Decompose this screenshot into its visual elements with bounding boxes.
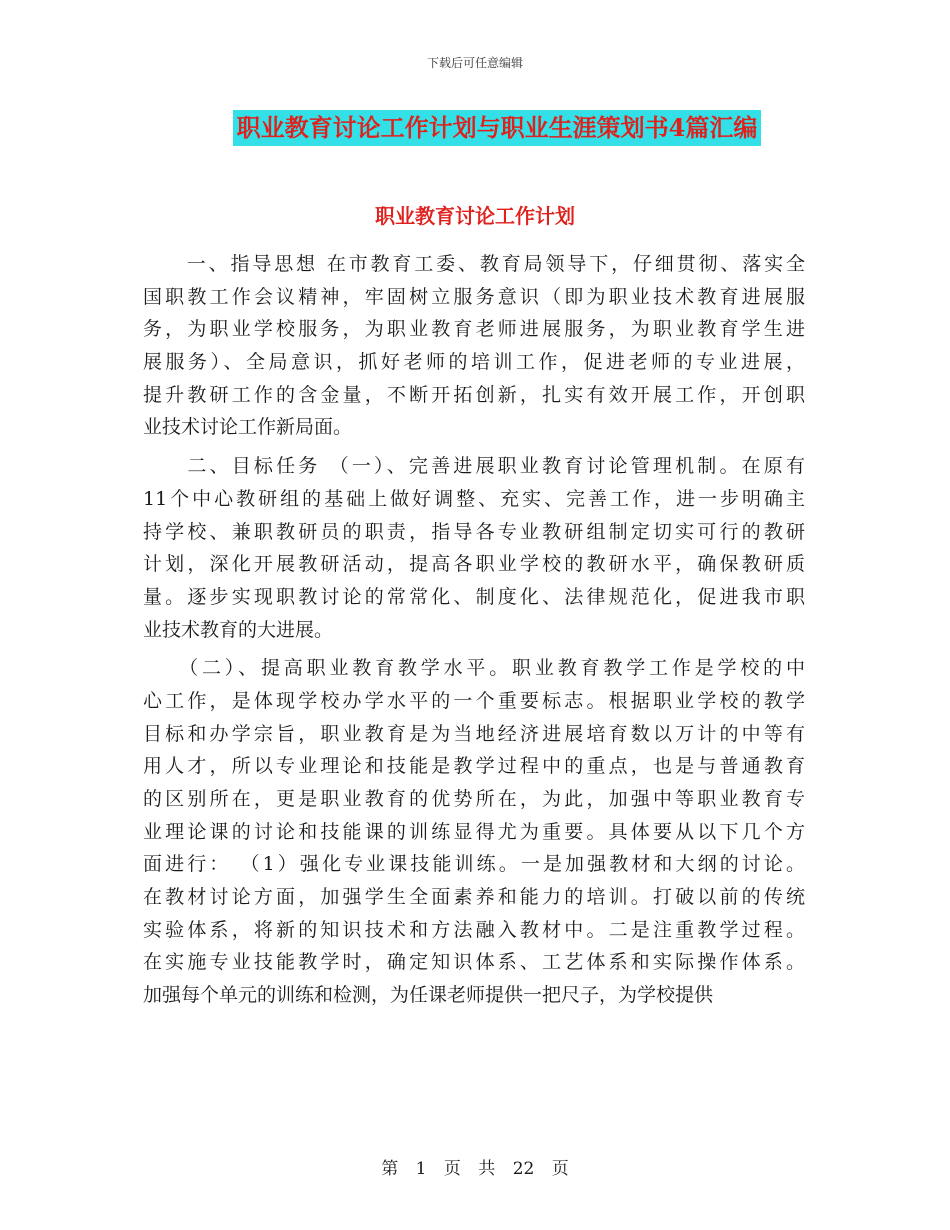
footer-label-page: 第 — [381, 1159, 399, 1179]
paragraph-line: 业技术讨论工作新局面。 — [143, 416, 353, 439]
page-footer — [0, 1154, 950, 1179]
paragraph-line: 在实施专业技能教学时，确定知识体系、工艺体系和实际操作体系。 — [143, 951, 805, 974]
paragraph-line: 提升教研工作的含金量，不断开拓创新，扎实有效开展工作，开创职 — [143, 383, 805, 406]
paragraph-line: 一、指导思想 在市教育工委、教育局领导下，仔细贯彻、落实全 — [143, 253, 805, 275]
paragraph-line: 目标和办学宗旨，职业教育是为当地经济进展培育数以万计的中等有 — [143, 722, 805, 745]
paragraph-line: 业技术教育的大进展。 — [143, 618, 334, 641]
header-note: 下载后可任意编辑 — [426, 56, 523, 70]
paragraph — [143, 450, 805, 646]
footer-total-pages: 22 — [512, 1159, 535, 1179]
paragraph-line: 国职教工作会议精神，牢固树立服务意识（即为职业技术教育进展服 — [143, 285, 805, 308]
paragraph-line: 持学校、兼职教研员的职责，指导各专业教研组制定切实可行的教研 — [143, 520, 805, 543]
paragraph-line: （二）、提高职业教育教学水平。职业教育教学工作是学校的中 — [143, 657, 805, 680]
document-title: 职业教育讨论工作计划与职业生涯策划书4篇汇编 — [233, 110, 762, 146]
footer-current-page: 1 — [415, 1159, 427, 1179]
paragraph — [143, 652, 805, 1012]
paragraph-line: 用人才，所以专业理论和技能是教学过程中的重点，也是与普通教育 — [143, 755, 805, 778]
footer-label-unit: 页 — [443, 1159, 461, 1179]
footer-label-total: 共 — [478, 1159, 496, 1179]
paragraph-line: 面进行： （1）强化专业课技能训练。一是加强教材和大纲的讨论。 — [143, 853, 805, 876]
paragraph-line: 计划，深化开展教研活动，提高各职业学校的教研水平，确保教研质 — [143, 553, 805, 576]
document-title-wrap — [0, 110, 950, 146]
paragraph-line: 展服务）、全局意识，抓好老师的培训工作，促进老师的专业进展， — [143, 351, 805, 374]
paragraph — [143, 248, 805, 444]
paragraph-line: 实验体系，将新的知识技术和方法融入教材中。二是注重教学过程。 — [143, 918, 805, 941]
document-body — [143, 248, 805, 1012]
paragraph-line: 加强每个单元的训练和检测，为任课老师提供一把尺子，为学校提供 — [143, 984, 714, 1007]
paragraph-line: 心工作，是体现学校办学水平的一个重要标志。根据职业学校的教学 — [143, 689, 805, 712]
paragraph-line: 业理论课的讨论和技能课的训练显得尤为重要。具体要从以下几个方 — [143, 820, 805, 843]
section-title: 职业教育讨论工作计划 — [375, 204, 575, 228]
paragraph-line: 二、目标任务 （一）、完善进展职业教育讨论管理机制。在原有 — [143, 455, 805, 478]
paragraph-line: 务，为职业学校服务，为职业教育老师进展服务，为职业教育学生进 — [143, 318, 805, 341]
paragraph-line: 在教材讨论方面，加强学生全面素养和能力的培训。打破以前的传统 — [143, 886, 805, 909]
footer-label-unit2: 页 — [551, 1159, 569, 1179]
paragraph-line: 量。逐步实现职教讨论的常常化、制度化、法律规范化，促进我市职 — [143, 585, 805, 608]
paragraph-line: 11个中心教研组的基础上做好调整、充实、完善工作，进一步明确主 — [143, 487, 805, 510]
paragraph-line: 的区别所在，更是职业教育的优势所在，为此，加强中等职业教育专 — [143, 788, 805, 810]
